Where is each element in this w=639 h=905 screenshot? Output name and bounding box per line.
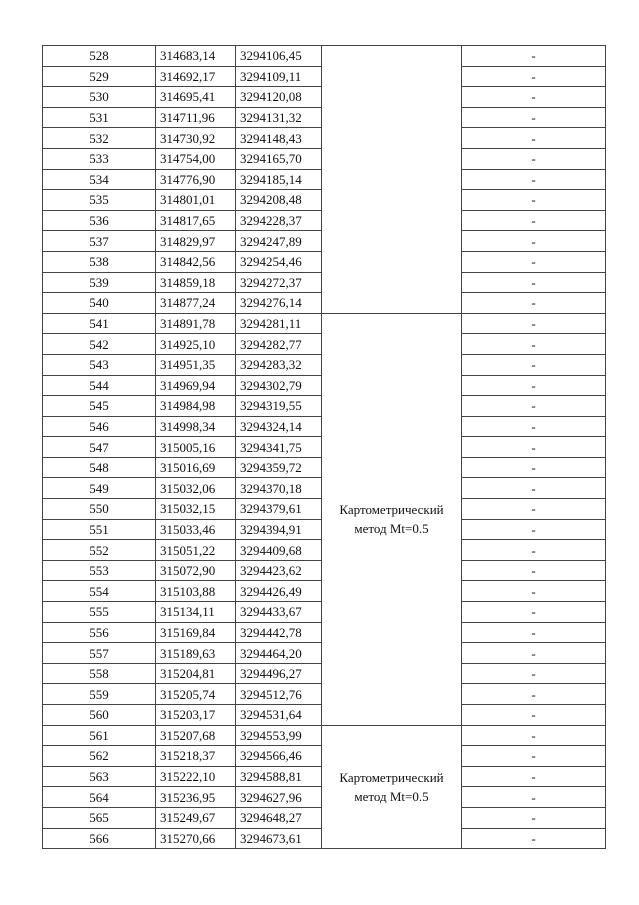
y-coordinate-cell: 3294553,99 (236, 725, 322, 746)
x-coordinate-cell: 314877,24 (156, 293, 236, 314)
x-coordinate-cell: 314859,18 (156, 272, 236, 293)
point-number-cell: 546 (43, 416, 156, 437)
y-coordinate-cell: 3294394,91 (236, 519, 322, 540)
point-number-cell: 556 (43, 622, 156, 643)
y-coordinate-cell: 3294512,76 (236, 684, 322, 705)
point-number-cell: 544 (43, 375, 156, 396)
note-cell: - (462, 766, 606, 787)
y-coordinate-cell: 3294409,68 (236, 540, 322, 561)
point-number-cell: 550 (43, 499, 156, 520)
y-coordinate-cell: 3294283,32 (236, 354, 322, 375)
point-number-cell: 558 (43, 663, 156, 684)
note-cell: - (462, 725, 606, 746)
note-cell: - (462, 602, 606, 623)
note-cell: - (462, 354, 606, 375)
point-number-cell: 533 (43, 148, 156, 169)
y-coordinate-cell: 3294272,37 (236, 272, 322, 293)
note-cell: - (462, 643, 606, 664)
x-coordinate-cell: 315032,15 (156, 499, 236, 520)
y-coordinate-cell: 3294588,81 (236, 766, 322, 787)
y-coordinate-cell: 3294228,37 (236, 210, 322, 231)
coordinates-table (42, 45, 606, 849)
note-cell: - (462, 375, 606, 396)
note-cell: - (462, 560, 606, 581)
note-cell: - (462, 622, 606, 643)
y-coordinate-cell: 3294106,45 (236, 46, 322, 67)
note-cell: - (462, 437, 606, 458)
point-number-cell: 532 (43, 128, 156, 149)
point-number-cell: 531 (43, 107, 156, 128)
point-number-cell: 566 (43, 828, 156, 849)
x-coordinate-cell: 314695,41 (156, 87, 236, 108)
x-coordinate-cell: 315134,11 (156, 602, 236, 623)
point-number-cell: 562 (43, 746, 156, 767)
point-number-cell: 549 (43, 478, 156, 499)
note-cell: - (462, 66, 606, 87)
y-coordinate-cell: 3294281,11 (236, 313, 322, 334)
point-number-cell: 548 (43, 457, 156, 478)
note-cell: - (462, 334, 606, 355)
x-coordinate-cell: 315249,67 (156, 807, 236, 828)
x-coordinate-cell: 314984,98 (156, 396, 236, 417)
note-cell: - (462, 416, 606, 437)
point-number-cell: 542 (43, 334, 156, 355)
method-cell (322, 46, 462, 314)
note-cell: - (462, 396, 606, 417)
note-cell: - (462, 210, 606, 231)
y-coordinate-cell: 3294370,18 (236, 478, 322, 499)
x-coordinate-cell: 315218,37 (156, 746, 236, 767)
coordinates-table-body (43, 46, 606, 849)
x-coordinate-cell: 314801,01 (156, 190, 236, 211)
note-cell: - (462, 684, 606, 705)
point-number-cell: 559 (43, 684, 156, 705)
x-coordinate-cell: 314754,00 (156, 148, 236, 169)
note-cell: - (462, 499, 606, 520)
point-number-cell: 538 (43, 251, 156, 272)
y-coordinate-cell: 3294319,55 (236, 396, 322, 417)
x-coordinate-cell: 314776,90 (156, 169, 236, 190)
y-coordinate-cell: 3294302,79 (236, 375, 322, 396)
table-row (43, 46, 606, 67)
x-coordinate-cell: 314842,56 (156, 251, 236, 272)
x-coordinate-cell: 315103,88 (156, 581, 236, 602)
note-cell: - (462, 787, 606, 808)
point-number-cell: 541 (43, 313, 156, 334)
y-coordinate-cell: 3294673,61 (236, 828, 322, 849)
point-number-cell: 561 (43, 725, 156, 746)
x-coordinate-cell: 315169,84 (156, 622, 236, 643)
x-coordinate-cell: 315203,17 (156, 705, 236, 726)
note-cell: - (462, 313, 606, 334)
x-coordinate-cell: 315205,74 (156, 684, 236, 705)
point-number-cell: 554 (43, 581, 156, 602)
y-coordinate-cell: 3294109,11 (236, 66, 322, 87)
y-coordinate-cell: 3294423,62 (236, 560, 322, 581)
x-coordinate-cell: 315072,90 (156, 560, 236, 581)
x-coordinate-cell: 314711,96 (156, 107, 236, 128)
y-coordinate-cell: 3294254,46 (236, 251, 322, 272)
note-cell: - (462, 231, 606, 252)
note-cell: - (462, 705, 606, 726)
x-coordinate-cell: 314817,65 (156, 210, 236, 231)
coordinates-table-page (42, 45, 605, 849)
y-coordinate-cell: 3294379,61 (236, 499, 322, 520)
y-coordinate-cell: 3294531,64 (236, 705, 322, 726)
x-coordinate-cell: 315005,16 (156, 437, 236, 458)
y-coordinate-cell: 3294442,78 (236, 622, 322, 643)
y-coordinate-cell: 3294120,08 (236, 87, 322, 108)
note-cell: - (462, 540, 606, 561)
x-coordinate-cell: 315189,63 (156, 643, 236, 664)
y-coordinate-cell: 3294247,89 (236, 231, 322, 252)
method-cell: Картометрический метод Mt=0.5 (322, 313, 462, 725)
note-cell: - (462, 807, 606, 828)
note-cell: - (462, 190, 606, 211)
y-coordinate-cell: 3294426,49 (236, 581, 322, 602)
x-coordinate-cell: 314692,17 (156, 66, 236, 87)
y-coordinate-cell: 3294464,20 (236, 643, 322, 664)
point-number-cell: 539 (43, 272, 156, 293)
point-number-cell: 535 (43, 190, 156, 211)
x-coordinate-cell: 314925,10 (156, 334, 236, 355)
point-number-cell: 557 (43, 643, 156, 664)
x-coordinate-cell: 315270,66 (156, 828, 236, 849)
x-coordinate-cell: 314998,34 (156, 416, 236, 437)
x-coordinate-cell: 314683,14 (156, 46, 236, 67)
point-number-cell: 537 (43, 231, 156, 252)
x-coordinate-cell: 315033,46 (156, 519, 236, 540)
table-row (43, 313, 606, 334)
point-number-cell: 529 (43, 66, 156, 87)
y-coordinate-cell: 3294185,14 (236, 169, 322, 190)
note-cell: - (462, 128, 606, 149)
y-coordinate-cell: 3294148,43 (236, 128, 322, 149)
y-coordinate-cell: 3294282,77 (236, 334, 322, 355)
note-cell: - (462, 46, 606, 67)
method-cell: Картометрический метод Mt=0.5 (322, 725, 462, 849)
note-cell: - (462, 87, 606, 108)
point-number-cell: 553 (43, 560, 156, 581)
x-coordinate-cell: 315222,10 (156, 766, 236, 787)
note-cell: - (462, 148, 606, 169)
y-coordinate-cell: 3294131,32 (236, 107, 322, 128)
y-coordinate-cell: 3294627,96 (236, 787, 322, 808)
point-number-cell: 528 (43, 46, 156, 67)
x-coordinate-cell: 315016,69 (156, 457, 236, 478)
note-cell: - (462, 746, 606, 767)
x-coordinate-cell: 315051,22 (156, 540, 236, 561)
y-coordinate-cell: 3294276,14 (236, 293, 322, 314)
point-number-cell: 564 (43, 787, 156, 808)
y-coordinate-cell: 3294165,70 (236, 148, 322, 169)
point-number-cell: 560 (43, 705, 156, 726)
x-coordinate-cell: 314951,35 (156, 354, 236, 375)
y-coordinate-cell: 3294566,46 (236, 746, 322, 767)
y-coordinate-cell: 3294648,27 (236, 807, 322, 828)
note-cell: - (462, 663, 606, 684)
point-number-cell: 530 (43, 87, 156, 108)
note-cell: - (462, 293, 606, 314)
x-coordinate-cell: 315032,06 (156, 478, 236, 499)
x-coordinate-cell: 314969,94 (156, 375, 236, 396)
point-number-cell: 536 (43, 210, 156, 231)
x-coordinate-cell: 315207,68 (156, 725, 236, 746)
note-cell: - (462, 581, 606, 602)
x-coordinate-cell: 314891,78 (156, 313, 236, 334)
table-row (43, 725, 606, 746)
y-coordinate-cell: 3294433,67 (236, 602, 322, 623)
point-number-cell: 534 (43, 169, 156, 190)
point-number-cell: 540 (43, 293, 156, 314)
note-cell: - (462, 272, 606, 293)
x-coordinate-cell: 315204,81 (156, 663, 236, 684)
point-number-cell: 543 (43, 354, 156, 375)
y-coordinate-cell: 3294359,72 (236, 457, 322, 478)
point-number-cell: 565 (43, 807, 156, 828)
point-number-cell: 555 (43, 602, 156, 623)
note-cell: - (462, 828, 606, 849)
point-number-cell: 545 (43, 396, 156, 417)
point-number-cell: 547 (43, 437, 156, 458)
x-coordinate-cell: 314730,92 (156, 128, 236, 149)
y-coordinate-cell: 3294324,14 (236, 416, 322, 437)
y-coordinate-cell: 3294496,27 (236, 663, 322, 684)
y-coordinate-cell: 3294341,75 (236, 437, 322, 458)
note-cell: - (462, 107, 606, 128)
note-cell: - (462, 169, 606, 190)
x-coordinate-cell: 314829,97 (156, 231, 236, 252)
point-number-cell: 563 (43, 766, 156, 787)
point-number-cell: 551 (43, 519, 156, 540)
x-coordinate-cell: 315236,95 (156, 787, 236, 808)
note-cell: - (462, 251, 606, 272)
note-cell: - (462, 519, 606, 540)
y-coordinate-cell: 3294208,48 (236, 190, 322, 211)
note-cell: - (462, 457, 606, 478)
note-cell: - (462, 478, 606, 499)
point-number-cell: 552 (43, 540, 156, 561)
